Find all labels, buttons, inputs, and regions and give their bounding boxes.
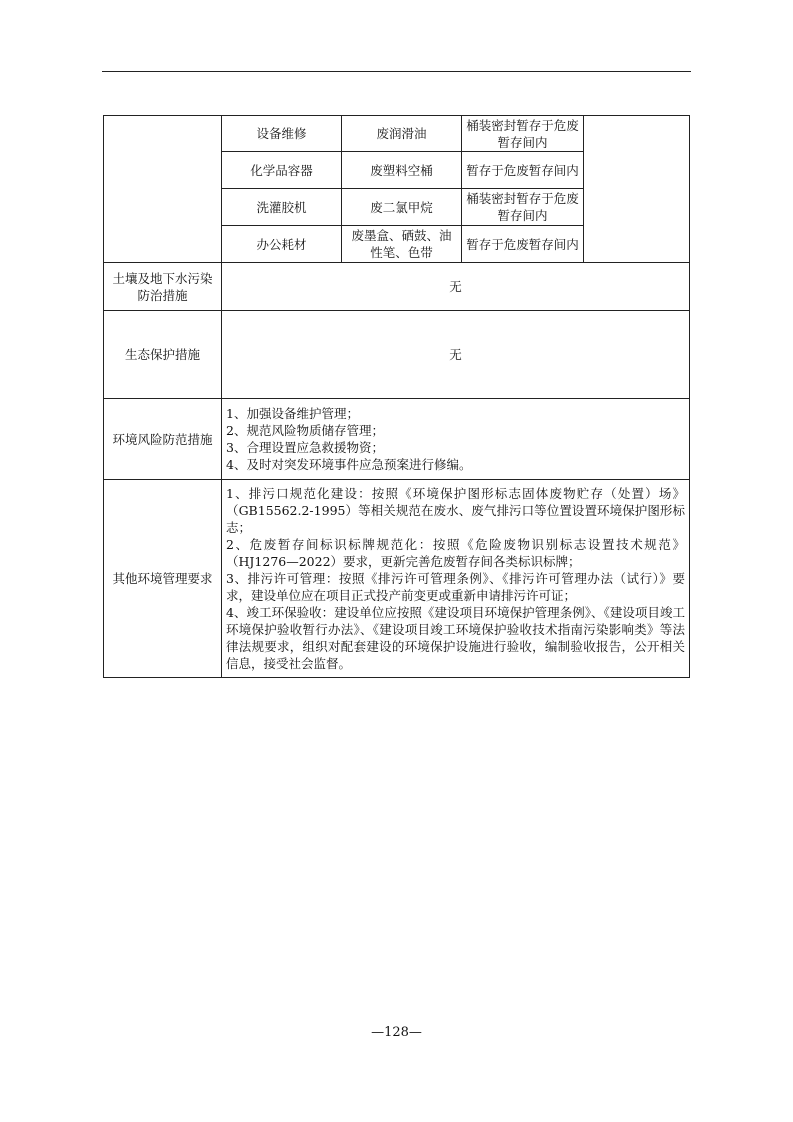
- list-item: 2、危废暂存间标识标牌规范化：按照《危险废物识别标志设置技术规范》（HJ1276—2022）要求，更新完善危废暂存间各类标识标牌；: [226, 537, 685, 569]
- table-row: [104, 116, 690, 152]
- waste-storage-cell: 暂存于危废暂存间内: [462, 226, 584, 263]
- soil-measures-label: 土壤及地下水污染防治措施: [104, 263, 222, 311]
- table-row: [104, 399, 690, 480]
- other-requirements-label: 其他环境管理要求: [104, 480, 222, 678]
- ecology-measures-label: 生态保护措施: [104, 311, 222, 399]
- risk-measures-content: [222, 399, 690, 480]
- waste-source-cell: 设备维修: [222, 116, 342, 152]
- waste-source-cell: 化学品容器: [222, 152, 342, 189]
- waste-storage-cell: 暂存于危废暂存间内: [462, 152, 584, 189]
- ecology-measures-content: 无: [222, 311, 690, 399]
- list-item: 3、排污许可管理：按照《排污许可管理条例》、《排污许可管理办法（试行）》要求，建设单位应在项目正式投产前变更或重新申请排污许可证；: [226, 571, 685, 603]
- waste-storage-cell: 桶装密封暂存于危废暂存间内: [462, 116, 584, 152]
- waste-source-cell: 办公耗材: [222, 226, 342, 263]
- risk-measures-label: 环境风险防范措施: [104, 399, 222, 480]
- waste-source-cell: 洗灌胶机: [222, 189, 342, 226]
- waste-name-cell: 废润滑油: [342, 116, 462, 152]
- list-item: 3、合理设置应急救援物资；: [226, 440, 384, 455]
- list-item: 1、排污口规范化建设：按照《环境保护图形标志固体废物贮存（处置）场》（GB15562.2-1995）等相关规范在废水、废气排污口等位置设置环境保护图形标志；: [226, 486, 685, 535]
- waste-storage-cell: 桶装密封暂存于危废暂存间内: [462, 189, 584, 226]
- list-item: 4、及时对突发环境事件应急预案进行修编。: [226, 457, 472, 472]
- table-row: [104, 480, 690, 678]
- list-item: 4、竣工环保验收：建设单位应按照《建设项目环境保护管理条例》、《建设项目竣工环境保护验收暂行办法》、《建设项目竣工环境保护验收技术指南污染影响类》等法律法规要求，组织对配套建设的环境保护设施进行验收，编制验收报告，公开相关信息，接受社会监督。: [226, 605, 685, 671]
- waste-section-label-cell: [104, 116, 222, 263]
- table-row: [104, 263, 690, 311]
- waste-name-cell: 废墨盒、硒鼓、油性笔、色带: [342, 226, 462, 263]
- header-rule: [102, 71, 691, 72]
- other-requirements-content: [222, 480, 690, 678]
- waste-name-cell: 废二氯甲烷: [342, 189, 462, 226]
- list-item: 2、规范风险物质储存管理；: [226, 423, 384, 438]
- table-row: [104, 311, 690, 399]
- list-item: 1、加强设备维护管理；: [226, 406, 359, 421]
- soil-measures-content: 无: [222, 263, 690, 311]
- page-number: —128—: [371, 1025, 422, 1040]
- waste-blank-cell: [584, 116, 690, 263]
- environmental-measures-table: [103, 115, 690, 678]
- waste-name-cell: 废塑料空桶: [342, 152, 462, 189]
